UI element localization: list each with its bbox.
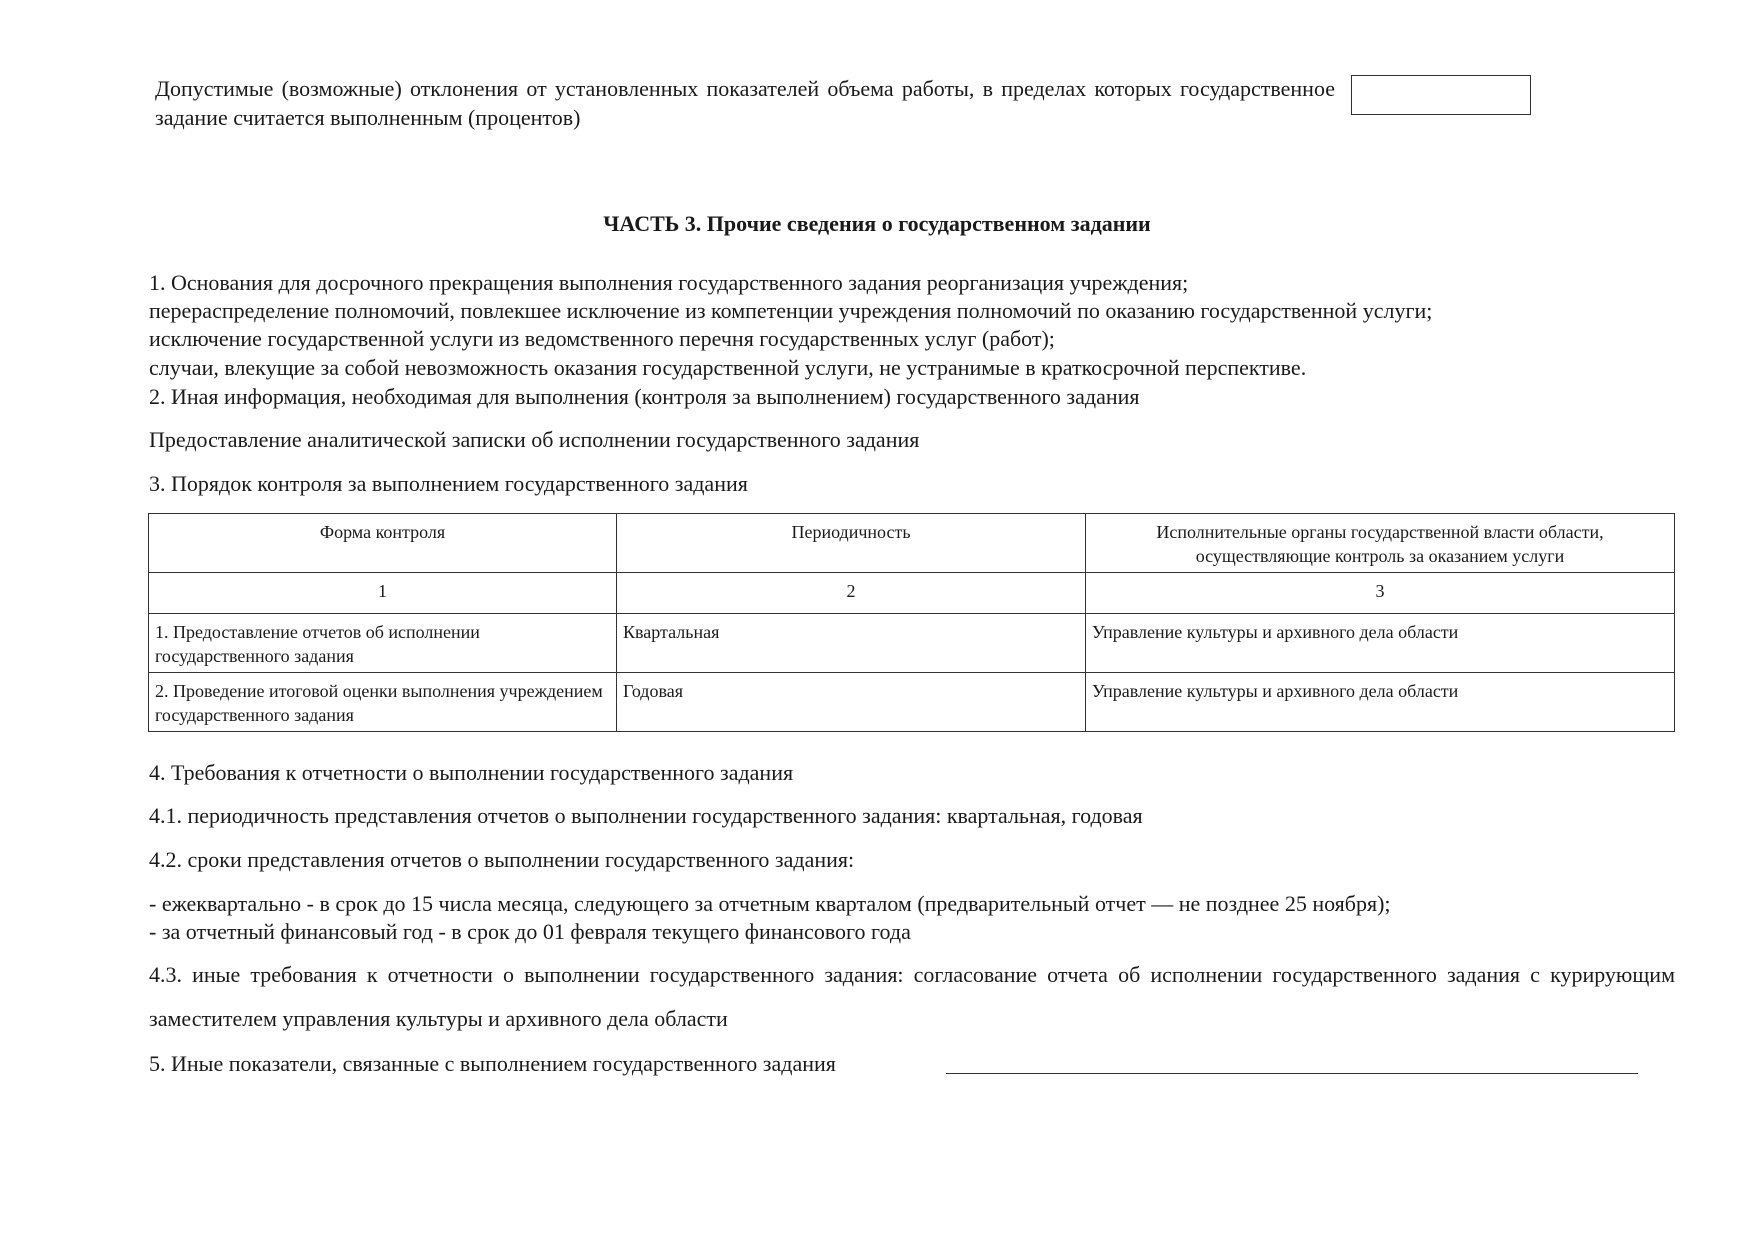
table-cell-periodicity: Годовая xyxy=(617,673,1086,732)
column-number: 2 xyxy=(617,573,1086,614)
section4-title: 4. Требования к отчетности о выполнении государственного задания xyxy=(149,760,794,785)
section4-2: 4.2. сроки представления отчетов о выполнении государственного задания: xyxy=(149,847,855,872)
section1-line2: перераспределение полномочий, повлекшее исключение из компетенции учреждения полномочий по оказанию государственной услуги; xyxy=(149,298,1433,323)
section5-fill-line[interactable] xyxy=(946,1073,1638,1074)
table-row xyxy=(149,614,1675,673)
control-table xyxy=(148,513,1675,732)
column-number: 3 xyxy=(1086,573,1675,614)
section3-title: 3. Порядок контроля за выполнением государственного задания xyxy=(149,471,748,496)
column-number: 1 xyxy=(149,573,617,614)
table-cell-control-form: 2. Проведение итоговой оценки выполнения учреждением государственного задания xyxy=(149,673,617,732)
table-header-row xyxy=(149,514,1675,573)
header-control-bodies: Исполнительные органы государственной власти области, осуществляющие контроль за оказанием услуги xyxy=(1086,514,1675,573)
table-row xyxy=(149,673,1675,732)
section2-text: Предоставление аналитической записки об исполнении государственного задания xyxy=(149,427,920,452)
section4-2-annual: - за отчетный финансовый год - в срок до 01 февраля текущего финансового года xyxy=(149,919,911,944)
section4-1: 4.1. периодичность представления отчетов о выполнении государственного задания: квартальная, годовая xyxy=(149,803,1143,828)
control-table-wrapper xyxy=(148,513,1675,732)
section1-line4: случаи, влекущие за собой невозможность оказания государственной услуги, не устранимые в краткосрочной перспективе. xyxy=(149,355,1307,380)
header-control-form: Форма контроля xyxy=(149,514,617,573)
table-cell-control-body: Управление культуры и архивного дела области xyxy=(1086,614,1675,673)
section1-line3: исключение государственной услуги из ведомственного перечня государственных услуг (работ); xyxy=(149,326,1055,351)
section2-title: 2. Иная информация, необходимая для выполнения (контроля за выполнением) государственного задания xyxy=(149,384,1140,409)
part-title: ЧАСТЬ 3. Прочие сведения о государственном задании xyxy=(603,211,1151,236)
section4-2-quarterly: - ежеквартально - в срок до 15 числа месяца, следующего за отчетным кварталом (предварительный отчет — не позднее 25 ноября); xyxy=(149,891,1391,916)
table-number-row xyxy=(149,573,1675,614)
table-cell-periodicity: Квартальная xyxy=(617,614,1086,673)
table-cell-control-body: Управление культуры и архивного дела области xyxy=(1086,673,1675,732)
header-periodicity: Периодичность xyxy=(617,514,1086,573)
table-cell-control-form: 1. Предоставление отчетов об исполнении государственного задания xyxy=(149,614,617,673)
section1-line1: 1. Основания для досрочного прекращения выполнения государственного задания реорганизация учреждения; xyxy=(149,270,1189,295)
deviation-value-field[interactable] xyxy=(1351,75,1531,115)
deviation-text: Допустимые (возможные) отклонения от установленных показателей объема работы, в пределах которых государственное задание считается выполненным (процентов) xyxy=(155,76,1335,130)
section4-3: 4.3. иные требования к отчетности о выполнении государственного задания: согласование отчета об исполнении государственного задания с курирующим заместителем управления культуры и архивного дела области xyxy=(149,962,1675,1031)
section5-title: 5. Иные показатели, связанные с выполнением государственного задания xyxy=(149,1051,836,1076)
